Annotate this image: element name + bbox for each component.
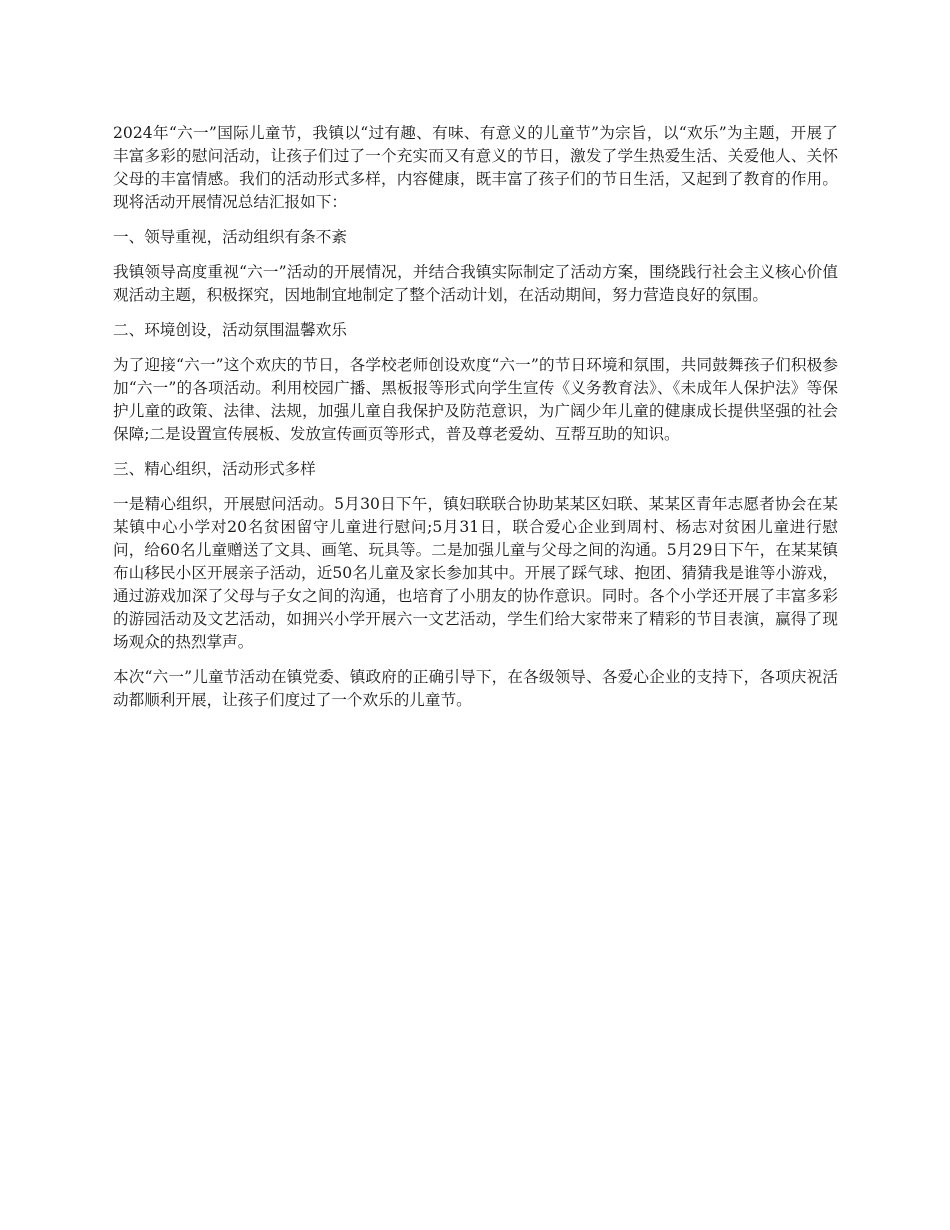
section-heading-leadership: 一、领导重视，活动组织有条不紊 [113, 228, 347, 246]
section-heading-organization: 三、精心组织，活动形式多样 [113, 460, 316, 478]
section-body-environment: 为了迎接“六一”这个欢庆的节日，各学校老师创设欢度“六一”的节日环境和氛围，共同鼓舞孩子们积极参加“六一”的各项活动。利用校园广播、黑板报等形式向学生宣传《义务教育法》、《未成年人保护法》等保护儿童的政策、法律、法规，加强儿童自我保护及防范意识，为广阔少年儿童的健康成长提供坚强的社会保障;二是设置宣传展板、发放宣传画页等形式，普及尊老爱幼、互帮互助的知识。 [113, 356, 838, 443]
section-body-organization: 一是精心组织，开展慰问活动。5月30日下午，镇妇联联合协助某某区妇联、某某区青年志愿者协会在某某镇中心小学对20名贫困留守儿童进行慰问;5月31日，联合爱心企业到周村、杨志对贫困儿童进行慰问，给60名儿童赠送了文具、画笔、玩具等。二是加强儿童与父母之间的沟通。5月29日下午，在某某镇布山移民小区开展亲子活动，近50名儿童及家长参加其中。开展了踩气球、抱团、猜猜我是谁等小游戏，通过游戏加深了父母与子女之间的沟通，也培育了小朋友的协作意识。同时。各个小学还开展了丰富多彩的游园活动及文艺活动，如拥兴小学开展六一文艺活动，学生们给大家带来了精彩的节目表演，赢得了现场观众的热烈掌声。 [113, 495, 838, 651]
document-body [113, 122, 838, 724]
section-heading-environment: 二、环境创设，活动氛围温馨欢乐 [113, 321, 347, 339]
section-body-leadership: 我镇领导高度重视“六一”活动的开展情况，并结合我镇实际制定了活动方案，围绕践行社会主义核心价值观活动主题，积极探究，因地制宜地制定了整个活动计划，在活动期间，努力营造良好的氛围。 [113, 263, 838, 304]
conclusion-paragraph: 本次“六一”儿童节活动在镇党委、镇政府的正确引导下，在各级领导、各爱心企业的支持下，各项庆祝活动都顺利开展，让孩子们度过了一个欢乐的儿童节。 [113, 668, 838, 709]
intro-paragraph: 2024年“六一”国际儿童节，我镇以“过有趣、有味、有意义的儿童节”为宗旨，以“欢乐”为主题，开展了丰富多彩的慰问活动，让孩子们过了一个充实而又有意义的节日，激发了学生热爱生活、关爱他人、关怀父母的丰富情感。我们的活动形式多样，内容健康，既丰富了孩子们的节日生活，又起到了教育的作用。现将活动开展情况总结汇报如下： [113, 124, 838, 211]
